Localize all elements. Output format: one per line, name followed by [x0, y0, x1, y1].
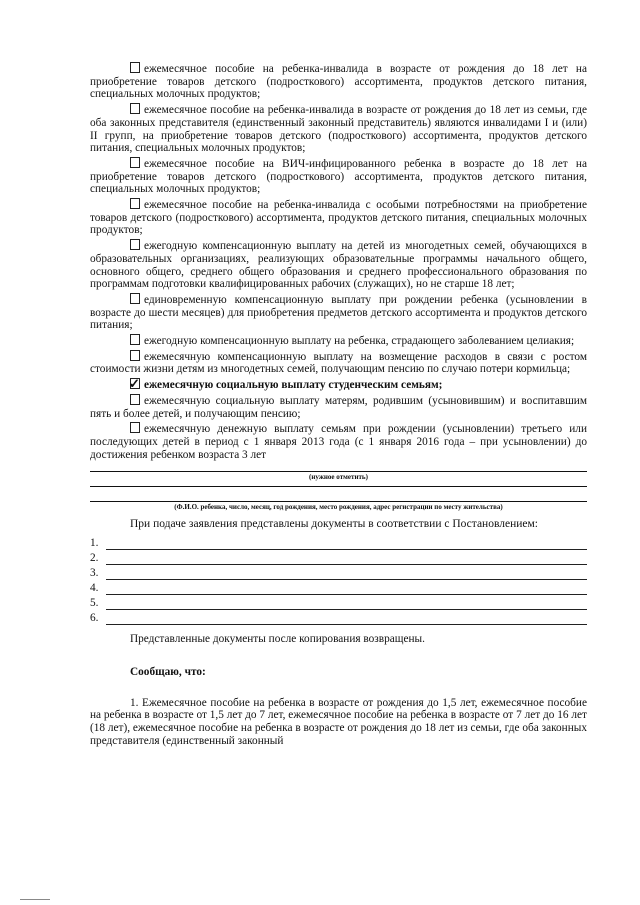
checkbox-icon[interactable]	[130, 62, 140, 73]
checkbox-icon[interactable]	[130, 198, 140, 209]
option-text: ежемесячное пособие на ребенка-инвалида с особыми потребностями на приобретение товаров детского (подросткового) ассортимента, продуктов детского питания, специальных молочных продуктов;	[90, 199, 587, 237]
page-edge-mark	[20, 899, 50, 900]
final-paragraph: 1. Ежемесячное пособие на ребенка в возрасте от рождения до 1,5 лет, ежемесячное пособие на ребенка в возрасте от 1,5 лет до 7 лет, ежемесячное пособие на ребенка в возрасте от 7 лет до 16 лет (18 лет), ежемесячное пособие на ребенка в возрасте от рождения до 18 лет из семьи, где оба законных представителя (единственный законный	[90, 696, 587, 747]
option-item-selected	[90, 378, 587, 392]
option-item	[90, 350, 587, 376]
checkbox-icon[interactable]	[130, 103, 140, 114]
option-text: ежемесячную денежную выплату семьям при рождении (усыновлении) третьего или последующих детей в период с 1 января 2013 года (с 1 января 2016 года – при усыновлении) до достижения ребенком возраста 3 лет	[90, 423, 587, 461]
option-item	[90, 293, 587, 332]
option-item	[90, 394, 587, 420]
document-line-field[interactable]	[106, 568, 587, 580]
option-text: ежегодную компенсационную выплату на детей из многодетных семей, обучающихся в образовательных организациях, реализующих образовательные программы начального общего, основного общего, среднего общего образования и среднего профессионального образования по программам подготовки квалифицированных рабочих (служащих), но не старше 18 лет;	[90, 240, 587, 291]
options-list	[90, 62, 587, 461]
divider-line	[90, 463, 587, 472]
document-line-number: 2.	[90, 552, 99, 565]
option-text: ежемесячное пособие на ребенка-инвалида в возрасте от рождения до 18 лет на приобретение товаров детского (подросткового) ассортимента, продуктов детского питания, специальных молочных продуктов;	[90, 63, 587, 101]
document-line	[90, 610, 587, 625]
checkbox-icon[interactable]	[130, 422, 140, 433]
document-line-number: 1.	[90, 537, 99, 550]
checkbox-icon[interactable]	[130, 157, 140, 168]
option-text: единовременную компенсационную выплату при рождении ребенка (усыновлении в возрасте до шести месяцев) для приобретения предметов детского ассортимента и продуктов детского питания;	[90, 293, 587, 332]
document-line	[90, 565, 587, 580]
document-page	[90, 62, 587, 749]
child-info-note: (Ф.И.О. ребенка, число, месяц, год рождения, место рождения, адрес регистрации по месту жительства)	[174, 503, 503, 512]
checkbox-icon[interactable]	[130, 350, 140, 361]
document-line-number: 5.	[90, 597, 99, 610]
section-title: Сообщаю, что:	[130, 665, 206, 678]
documents-intro: При подаче заявления представлены документы в соответствии с Постановлением:	[130, 518, 538, 531]
document-line-number: 6.	[90, 612, 99, 625]
option-item	[90, 239, 587, 291]
option-text: ежемесячное пособие на ВИЧ-инфицированного ребенка в возрасте до 18 лет на приобретение товаров детского (подросткового) ассортимента, продуктов детского питания, специальных молочных продуктов;	[90, 157, 587, 196]
checkbox-icon[interactable]	[130, 239, 140, 250]
document-line	[90, 580, 587, 595]
option-item	[90, 157, 587, 196]
document-line-field[interactable]	[106, 583, 587, 595]
option-text: ежемесячную компенсационную выплату на возмещение расходов в связи с ростом стоимости жизни детям из многодетных семей, получающим пенсию по случаю потери кормильца;	[90, 350, 587, 376]
option-item	[90, 103, 587, 155]
option-text: ежемесячную социальную выплату матерям, родившим (усыновившим) и воспитавшим пять и более детей, и получающим пенсию;	[90, 394, 587, 420]
option-item	[90, 422, 587, 461]
selection-note-block	[90, 463, 587, 512]
document-line-number: 3.	[90, 567, 99, 580]
option-text: ежемесячное пособие на ребенка-инвалида в возрасте от рождения до 18 лет из семьи, где оба законных представителя (единственный законный представитель) являются инвалидами I и (или) II групп, на приобретение товаров детского (подросткового) ассортимента, продуктов детского питания, специальных молочных продуктов;	[90, 104, 587, 155]
document-line	[90, 595, 587, 610]
document-line-field[interactable]	[106, 553, 587, 565]
document-line-number: 4.	[90, 582, 99, 595]
document-line-field[interactable]	[106, 598, 587, 610]
checkmark-icon: ✓	[129, 376, 140, 392]
document-line	[90, 535, 587, 550]
checkbox-icon[interactable]	[130, 293, 140, 304]
option-text: ежегодную компенсационную выплату на ребенка, страдающего заболеванием целиакия;	[144, 335, 575, 348]
option-item	[90, 334, 587, 348]
documents-returned-text: Представленные документы после копирования возвращены.	[130, 633, 425, 646]
checkbox-icon[interactable]	[130, 334, 140, 345]
document-line-field[interactable]	[106, 613, 587, 625]
option-item	[90, 62, 587, 101]
select-note: (нужное отметить)	[309, 473, 368, 482]
option-text: ежемесячную социальную выплату студенческим семьям;	[144, 379, 443, 392]
document-line	[90, 550, 587, 565]
documents-list	[90, 535, 587, 625]
checkbox-icon[interactable]	[130, 394, 140, 405]
option-item	[90, 198, 587, 237]
document-line-field[interactable]	[106, 538, 587, 550]
